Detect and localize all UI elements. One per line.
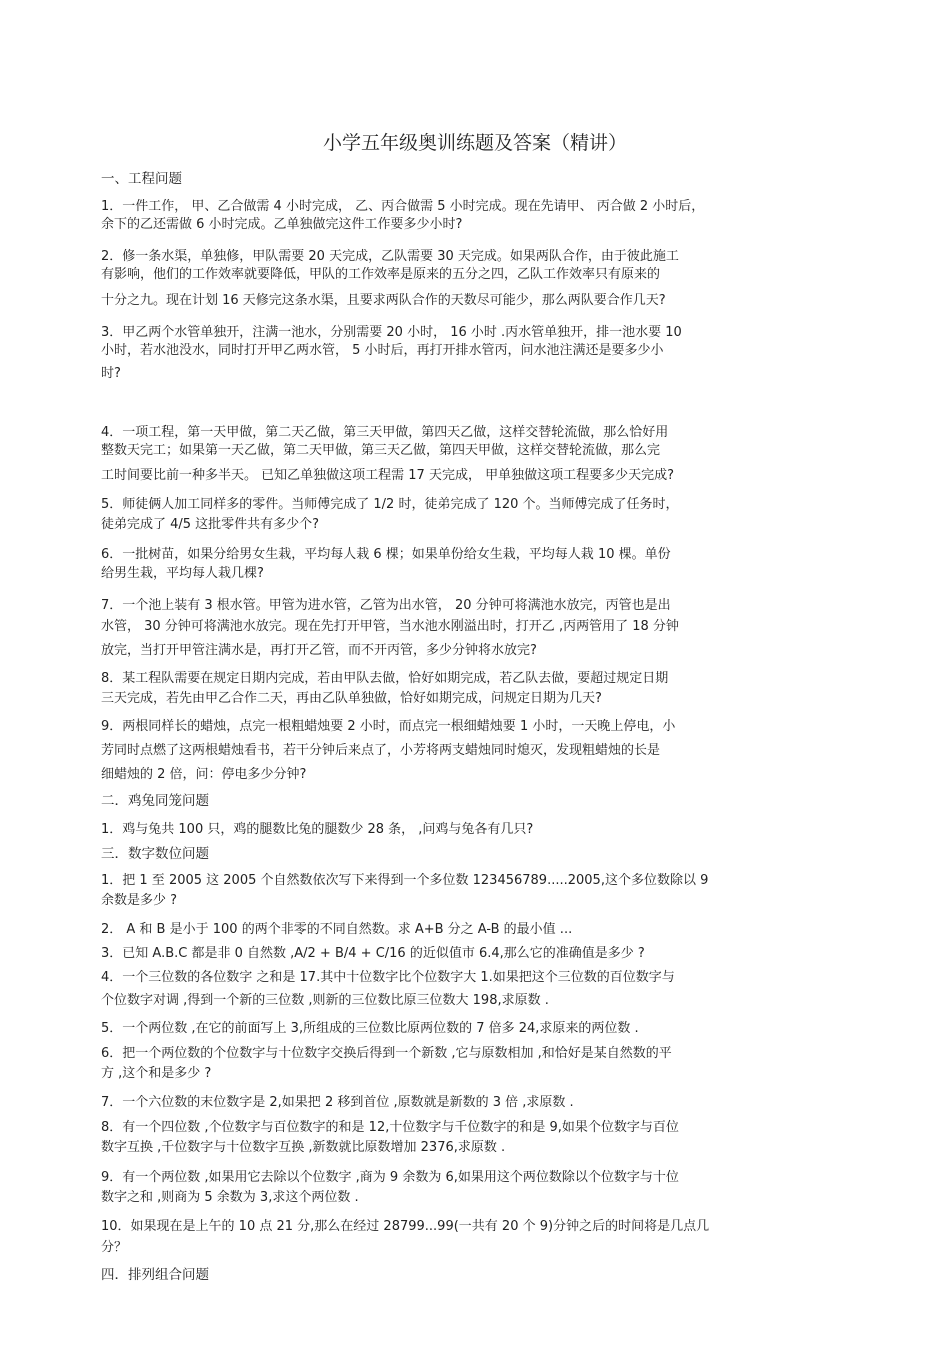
text-line: 2． A 和 B 是小于 100 的两个非零的不同自然数。求 A+B 分之 A-B 的最小值 ... (101, 922, 573, 937)
text-line: 三天完成，若先由甲乙合作二天，再由乙队单独做，恰好如期完成，问规定日期为几天? (101, 691, 602, 706)
text-line: 10．如果现在是上午的 10 点 21 分,那么在经过 28799...99(一共有 20 个 9)分钟之后的时间将是几点几 (101, 1219, 710, 1234)
text-line: 8．有一个四位数 ,个位数字与百位数字的和是 12,十位数字与千位数字的和是 9,如果个位数字与百位 (101, 1120, 679, 1135)
text-line: 9．有一个两位数 ,如果用它去除以个位数字 ,商为 9 余数为 6,如果用这个两位数除以个位数字与十位 (101, 1170, 679, 1185)
text-line: 方 ,这个和是多少 ? (101, 1066, 212, 1081)
text-line: 7．一个六位数的末位数字是 2,如果把 2 移到首位 ,原数就是新数的 3 倍 ,求原数 . (101, 1095, 574, 1110)
section-heading: 二．鸡兔同笼问题 (101, 793, 209, 809)
text-line: 8．某工程队需要在规定日期内完成，若由甲队去做，恰好如期完成，若乙队去做，要超过规定日期 (101, 671, 669, 686)
text-line: 4．一项工程，第一天甲做，第二天乙做，第三天甲做，第四天乙做，这样交替轮流做，那么恰好用 (101, 425, 669, 440)
text-line: 给男生栽，平均每人栽几棵? (101, 566, 264, 581)
text-line: 分？ (101, 1240, 128, 1255)
text-line: 余数是多少 ? (101, 893, 178, 908)
text-line: 1．把 1 至 2005 这 2005 个自然数依次写下来得到一个多位数 123456789.....2005,这个多位数除以 9 (101, 873, 709, 888)
section-heading: 四．排列组合问题 (101, 1267, 209, 1283)
text-line: 3．甲乙两个水管单独开，注满一池水，分别需要 20 小时， 16 小时 .丙水管单独开，排一池水要 10 (101, 325, 682, 340)
text-line: 5．师徒俩人加工同样多的零件。当师傅完成了 1/2 时，徒弟完成了 120 个。当师傅完成了任务时， (101, 497, 679, 512)
text-line: 4．一个三位数的各位数字 之和是 17.其中十位数字比个位数字大 1.如果把这个三位数的百位数字与 (101, 970, 675, 985)
text-line: 细蜡烛的 2 倍，问：停电多少分钟? (101, 767, 307, 782)
text-line: 6．一批树苗，如果分给男女生栽，平均每人栽 6 棵；如果单份给女生栽，平均每人栽 10 棵。单份 (101, 547, 671, 562)
text-line: 数字之和 ,则商为 5 余数为 3,求这个两位数 . (101, 1190, 359, 1205)
text-line: 2．修一条水渠，单独修，甲队需要 20 天完成，乙队需要 30 天完成。如果两队合作，由于彼此施工 (101, 249, 679, 264)
text-line: 水管， 30 分钟可将满池水放完。现在先打开甲管，当水池水刚溢出时，打开乙 ,丙两管用了 18 分钟 (101, 619, 679, 634)
text-line: 1．鸡与兔共 100 只，鸡的腿数比兔的腿数少 28 条， ,问鸡与兔各有几只? (101, 822, 534, 837)
text-line: 个位数字对调 ,得到一个新的三位数 ,则新的三位数比原三位数大 198,求原数 . (101, 993, 549, 1008)
text-line: 数字互换 ,千位数字与十位数字互换 ,新数就比原数增加 2376,求原数 . (101, 1140, 506, 1155)
text-line: 芳同时点燃了这两根蜡烛看书，若干分钟后来点了，小芳将两支蜡烛同时熄灭，发现粗蜡烛的长是 (101, 743, 661, 758)
text-line: 5．一个两位数 ,在它的前面写上 3,所组成的三位数比原两位数的 7 倍多 24,求原来的两位数 . (101, 1021, 639, 1036)
text-line: 余下的乙还需做 6 小时完成。乙单独做完这件工作要多少小时? (101, 217, 463, 232)
text-line: 小时，若水池没水，同时打开甲乙两水管， 5 小时后，再打开排水管丙，问水池注满还是要多少小 (101, 343, 664, 358)
section-heading: 一、工程问题 (101, 171, 182, 187)
text-line: 7．一个池上装有 3 根水管。甲管为进水管，乙管为出水管， 20 分钟可将满池水放完，丙管也是出 (101, 598, 671, 613)
text-line: 整数天完工；如果第一天乙做，第二天甲做，第三天乙做，第四天甲做，这样交替轮流做，那么完 (101, 443, 661, 458)
text-line: 放完，当打开甲管注满水是，再打开乙管，而不开丙管，多少分钟将水放完? (101, 643, 537, 658)
page-title: 小学五年级奥训练题及答案（精讲） (322, 132, 627, 154)
text-line: 时? (101, 366, 121, 381)
text-line: 工时间要比前一种多半天。 已知乙单独做这项工程需 17 天完成， 甲单独做这项工程要多少天完成? (101, 468, 674, 483)
text-line: 十分之九。现在计划 16 天修完这条水渠，且要求两队合作的天数尽可能少，那么两队要合作几天? (101, 293, 666, 308)
text-line: 6．把一个两位数的个位数字与十位数字交换后得到一个新数 ,它与原数相加 ,和恰好是某自然数的平 (101, 1046, 672, 1061)
text-line: 有影响，他们的工作效率就要降低，甲队的工作效率是原来的五分之四，乙队工作效率只有原来的 (101, 267, 661, 282)
text-line: 9．两根同样长的蜡烛，点完一根粗蜡烛要 2 小时，而点完一根细蜡烛要 1 小时，一天晚上停电，小 (101, 719, 676, 734)
section-heading: 三．数字数位问题 (101, 846, 209, 862)
text-line: 3．已知 A.B.C 都是非 0 自然数 ,A/2 + B/4 + C/16 的近似值市 6.4,那么它的准确值是多少 ? (101, 946, 645, 961)
text-line: 徒弟完成了 4/5 这批零件共有多少个? (101, 517, 320, 532)
text-line: 1．一件工作， 甲、乙合做需 4 小时完成， 乙、丙合做需 5 小时完成。现在先请甲、 丙合做 2 小时后， (101, 199, 705, 214)
